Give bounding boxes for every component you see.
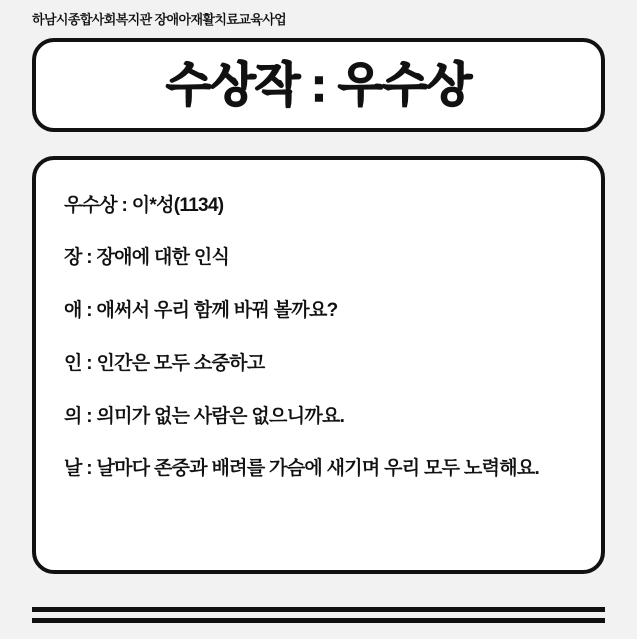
award-line: 날 : 날마다 존중과 배려를 가슴에 새기며 우리 모두 노력해요. [64, 458, 540, 480]
divider-line-bottom [32, 618, 605, 623]
page-title: 수상작 : 우수상 [165, 58, 472, 112]
divider-line-top [32, 607, 605, 612]
organization-label: 하남시종합사회복지관 장애아재활치료교육사업 [32, 12, 287, 27]
award-line: 의 : 의미가 없는 사람은 없으니까요. [64, 405, 345, 427]
footer-divider [32, 607, 605, 623]
title-card [32, 38, 605, 132]
award-content-card [32, 156, 605, 574]
award-line: 인 : 인간은 모두 소중하고 [64, 352, 265, 374]
award-line: 장 : 장애에 대한 인식 [64, 247, 230, 269]
award-line: 우수상 : 이*성(1134) [64, 194, 224, 216]
award-line: 애 : 애써서 우리 함께 바꿔 볼까요? [64, 300, 338, 322]
